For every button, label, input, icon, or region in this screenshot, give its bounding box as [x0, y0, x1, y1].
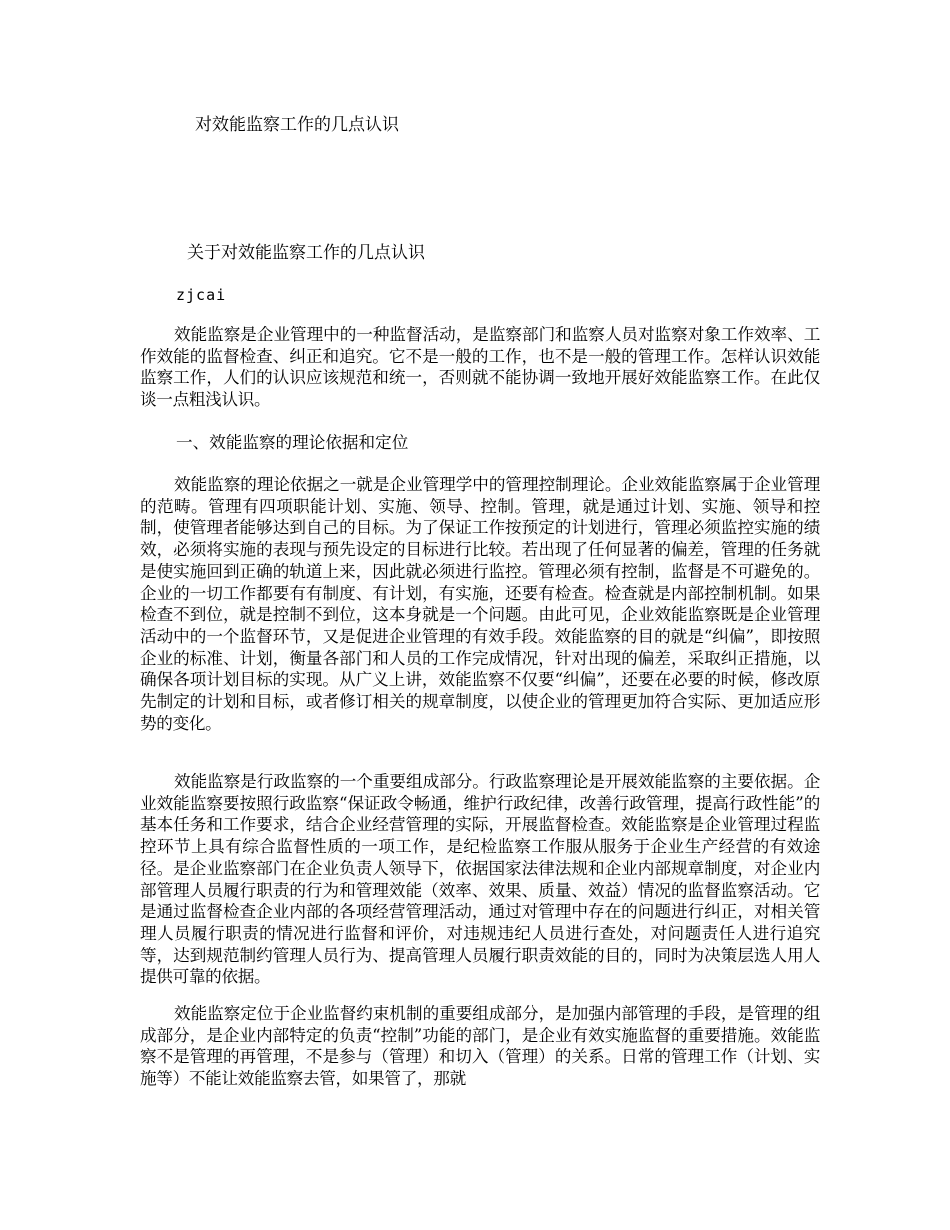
paragraph-positioning: 效能监察定位于企业监督约束机制的重要组成部分，是加强内部管理的手段，是管理的组成部分，是企业内部特定的负责“控制”功能的部门，是企业有效实施监督的重要措施。效能监察不是管理的再管理，不是参与（管理）和切入（管理）的关系。日常的管理工作（计划、实施等）不能让效能监察去管，如果管了，那就: [140, 1004, 820, 1089]
paragraph-administrative-supervision: 效能监察是行政监察的一个重要组成部分。行政监察理论是开展效能监察的主要依据。企业效能监察要按照行政监察“保证政令畅通，维护行政纪律，改善行政管理，提高行政性能”的基本任务和工作要求，结合企业经营管理的实际，开展监督检查。效能监察是企业管理过程监控环节上具有综合监督性质的一项工作，是纪检监察工作服从服务于企业生产经营的有效途径。是企业监察部门在企业负责人领导下，依据国家法律法规和企业内部规章制度，对企业内部管理人员履行职责的行为和管理效能（效率、效果、质量、效益）情况的监督监察活动。它是通过监督检查企业内部的各项经营管理活动，通过对管理中存在的问题进行纠正，对相关管理人员履行职责的情况进行监督和评价，对违规违纪人员进行查处，对问题责任人进行追究等，达到规范制约管理人员行为、提高管理人员履行职责效能的目的，同时为决策层选人用人提供可靠的依据。: [140, 772, 820, 987]
page-title: 对效能监察工作的几点认识: [195, 115, 399, 135]
paragraph-management-control-theory: 效能监察的理论依据之一就是企业管理学中的管理控制理论。企业效能监察属于企业管理的范畴。管理有四项职能计划、实施、领导、控制。管理，就是通过计划、实施、领导和控制，使管理者能够达到自己的目标。为了保证工作按预定的计划进行，管理必须监控实施的绩效，必须将实施的表现与预先设定的目标进行比较。若出现了任何显著的偏差，管理的任务就是使实施回到正确的轨道上来，因此就必须进行监控。管理必须有控制，监督是不可避免的。企业的一切工作都要有有制度、有计划，有实施，还要有检查。检查就是内部控制机制。如果检查不到位，就是控制不到位，这本身就是一个问题。由此可见，企业效能监察既是企业管理活动中的一个监督环节，又是促进企业管理的有效手段。效能监察的目的就是“纠偏”，即按照企业的标准、计划，衡量各部门和人员的工作完成情况，针对出现的偏差，采取纠正措施，以确保各项计划目标的实现。从广义上讲，效能监察不仅要“纠偏”，还要在必要的时候，修改原先制定的计划和目标，或者修订相关的规章制度，以使企业的管理更加符合实际、更加适应形势的变化。: [140, 475, 820, 733]
section-heading: 一、效能监察的理论依据和定位: [176, 433, 409, 452]
paragraph-introduction: 效能监察是企业管理中的一种监督活动，是监察部门和监察人员对监察对象工作效率、工作效能的监督检查、纠正和追究。它不是一般的工作，也不是一般的管理工作。怎样认识效能监察工作，人们的认识应该规范和统一，否则就不能协调一致地开展好效能监察工作。在此仅谈一点粗浅认识。: [140, 325, 820, 410]
author-name: zjcai: [176, 286, 227, 304]
article-title: 关于对效能监察工作的几点认识: [187, 243, 425, 263]
